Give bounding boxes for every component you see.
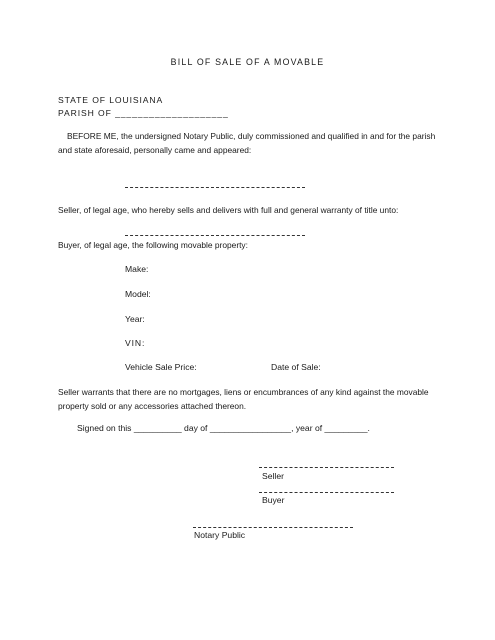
before-me-paragraph: BEFORE ME, the undersigned Notary Public, duly commissioned and qualified in and for the parish and state aforesaid, personally came and appeared: xyxy=(58,131,436,155)
buyer-clause: Buyer, of legal age, the following movable property: xyxy=(58,240,248,250)
vin-field-label: VIN: xyxy=(125,338,146,348)
state-line: STATE OF LOUISIANA xyxy=(58,95,164,105)
buyer-signature-label: Buyer xyxy=(262,495,285,505)
year-field-label: Year: xyxy=(125,314,145,324)
sale-price-field-label: Vehicle Sale Price: xyxy=(125,362,197,372)
make-field-label: Make: xyxy=(125,264,149,274)
appearer-name-line[interactable] xyxy=(125,187,305,188)
document-title: BILL OF SALE OF A MOVABLE xyxy=(170,57,325,67)
buyer-name-line[interactable] xyxy=(125,235,305,236)
seller-clause: Seller, of legal age, who hereby sells and delivers with full and general warranty of title unto: xyxy=(58,205,399,215)
notary-signature-line[interactable] xyxy=(193,527,353,528)
seller-signature-line[interactable] xyxy=(259,467,394,468)
signed-on-line[interactable]: Signed on this __________ day of _________________, year of _________. xyxy=(77,423,370,433)
notary-signature-label: Notary Public xyxy=(194,530,246,540)
seller-signature-label: Seller xyxy=(262,471,284,481)
buyer-signature-line[interactable] xyxy=(259,492,394,493)
parish-line[interactable]: PARISH OF ____________________ xyxy=(58,108,229,118)
sale-date-field-label: Date of Sale: xyxy=(271,362,321,372)
model-field-label: Model: xyxy=(125,289,151,299)
warranty-clause: Seller warrants that there are no mortgages, liens or encumbrances of any kind against the movable property sold or any accessories attached thereon. xyxy=(58,387,429,411)
